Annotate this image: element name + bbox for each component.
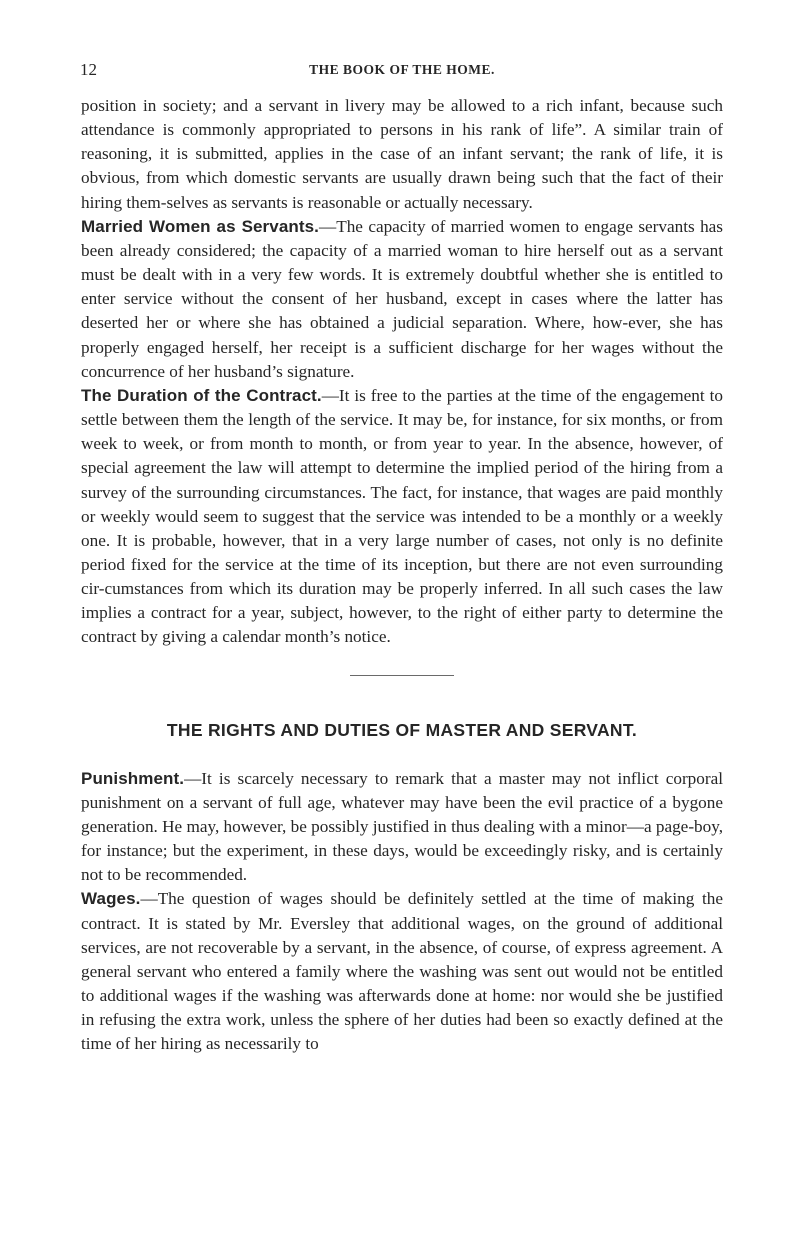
- paragraph-punishment: [81, 767, 723, 888]
- paragraph-text: position in society; and a servant in livery may be allowed to a rich infant, because such attendance is commonly appropriated to persons in his rank of life”. A similar train of reasoning, it is submitted, applies in the case of an infant servant; the rank of life, it is obvious, from which domestic servants are usually drawn being such that the fact of their hiring them-selves as servants is reasonable or actually necessary.: [81, 96, 723, 212]
- paragraph-text: —It is scarcely necessary to remark that a master may not inflict corporal punishment on a servant of full age, whatever may have been the evil practice of a bygone generation. He may, however, be possibly justified in thus dealing with a minor—a page-boy, for instance; but the experiment, in these days, would be exceedingly risky, and is certainly not to be recommended.: [81, 768, 723, 885]
- book-page: [81, 60, 723, 1056]
- paragraph-duration-of-contract: [81, 384, 723, 650]
- paragraph-heading: Married Women as Servants.: [81, 216, 320, 236]
- paragraph-heading: Wages.: [81, 889, 141, 909]
- paragraph-wages: [81, 887, 723, 1056]
- main-text: [81, 94, 723, 650]
- running-head: [81, 60, 723, 84]
- running-title: THE BOOK OF THE HOME.: [309, 62, 495, 77]
- paragraph-text: —It is free to the parties at the time of the engagement to settle between them the length of the service. It may be, for instance, for six months, or from week to week, or from month to month, or from year to year. In the absence, however, of special agreement the law will attempt to determine the implied period of the hiring from a survey of the surrounding circumstances. The fact, for instance, that wages are paid monthly or weekly would seem to suggest that the service was intended to be a monthly or a weekly one. It is probable, however, that in a very large number of cases, not only is no definite period fixed for the service at the time of its inception, but there are not even surrounding cir-cumstances from which its duration may be properly inferred. In all such cases the law implies a contract for a year, subject, however, to the right of either party to determine the contract by giving a calendar month’s notice.: [81, 385, 724, 647]
- paragraph-heading: The Duration of the Contract.: [81, 385, 322, 405]
- page-number: 12: [80, 60, 97, 79]
- section-divider-rule: [350, 675, 454, 676]
- section-title: THE RIGHTS AND DUTIES OF MASTER AND SERVANT.: [166, 719, 638, 740]
- paragraph-continuation: [81, 94, 723, 215]
- paragraph-text: —The question of wages should be definitely settled at the time of making the contract. It is stated by Mr. Eversley that additional wages, on the ground of additional services, are not recoverable by a servant, in the absence, of course, of express agreement. A general servant who entered a family where the washing was sent out would not be entitled to additional wages if the washing was afterwards done at home: nor would she be justified in refusing the extra work, unless the sphere of her duties had been so exactly defined at the time of her hiring as necessarily to: [81, 889, 723, 1054]
- paragraph-heading: Punishment.: [81, 768, 185, 788]
- section-text: [81, 767, 723, 1057]
- paragraph-text: —The capacity of married women to engage servants has been already considered; the capacity of a married woman to hire herself out as a servant must be dealt with in a very few words. It is extremely doubtful whether she is entitled to enter service without the consent of her husband, except in cases where the latter has deserted her or where she has obtained a judicial separation. Where, how-ever, she has properly engaged herself, her receipt is a sufficient discharge for her wages without the concurrence of her husband’s signature.: [81, 216, 723, 381]
- paragraph-married-women: [81, 215, 723, 384]
